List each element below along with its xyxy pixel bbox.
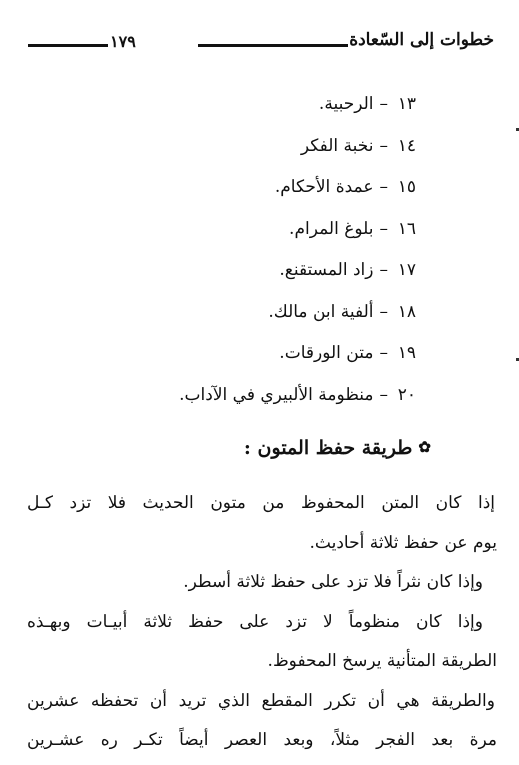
paragraph-line: إذا كان المتن المحفوظ من متون الحديث فلا تزد كـل	[27, 493, 495, 513]
header-rule-short	[28, 44, 108, 47]
section-heading-text: طريقة حفظ المتون :	[243, 437, 413, 459]
list-item	[179, 173, 416, 215]
paragraph-line: الطريقة المتأنية يرسخ المحفوظ.	[267, 651, 497, 671]
item-number: ١٤	[397, 135, 416, 156]
item-dash: –	[379, 301, 388, 322]
list-item	[179, 381, 416, 423]
book-list	[179, 90, 416, 422]
item-title: متن الورقات.	[279, 343, 374, 363]
paragraph-line: والطريقة هي أن تكرر المقطع الذي تريد أن تحفظه عشرين	[27, 690, 495, 711]
item-title: ألفية ابن مالك.	[268, 301, 374, 322]
item-title: بلوغ المرام.	[289, 218, 374, 239]
item-title: نخبة الفكر	[300, 135, 374, 156]
body-text	[27, 488, 497, 765]
paragraph-line: يوم عن حفظ ثلاثة أحاديث.	[309, 532, 497, 553]
list-item	[179, 90, 416, 132]
list-item	[179, 132, 416, 174]
item-dash: –	[379, 260, 388, 280]
item-number: ١٥	[397, 177, 416, 197]
item-title: عمدة الأحكام.	[274, 177, 374, 197]
item-dash: –	[379, 384, 388, 405]
header-rule	[198, 44, 348, 47]
item-dash: –	[379, 343, 388, 363]
item-title: الرحبية.	[318, 94, 374, 114]
item-number: ٢٠	[397, 384, 416, 405]
page-header	[20, 26, 498, 56]
item-number: ١٩	[397, 343, 416, 363]
item-number: ١٨	[397, 301, 416, 322]
list-item	[179, 215, 416, 257]
item-number: ١٣	[397, 94, 416, 114]
item-dash: –	[379, 218, 388, 239]
page-number: ١٧٩	[110, 32, 136, 51]
item-dash: –	[379, 177, 388, 197]
item-title: زاد المستقنع.	[279, 260, 374, 280]
item-number: ١٦	[397, 218, 416, 239]
paragraph-line: وإذا كان نثراً فلا تزد على حفظ ثلاثة أسطر.	[183, 572, 483, 592]
item-dash: –	[379, 135, 388, 156]
list-item	[179, 256, 416, 298]
item-dash: –	[379, 94, 388, 114]
item-title: منظومة الألبيري في الآداب.	[179, 384, 374, 405]
flower-icon: ✿	[418, 438, 431, 456]
section-heading	[244, 437, 431, 459]
item-number: ١٧	[397, 260, 416, 280]
list-item	[179, 339, 416, 381]
list-item	[179, 298, 416, 340]
paragraph-line: وإذا كان منظوماً لا تزد على حفظ ثلاثة أبيـات وبهـذه	[27, 611, 483, 632]
running-title: خطوات إلى السّعادة	[349, 30, 494, 50]
paragraph-line: مرة بعد الفجر مثلاً، وبعد العصر أيضاً تكـر ره عشـرين	[27, 730, 497, 750]
